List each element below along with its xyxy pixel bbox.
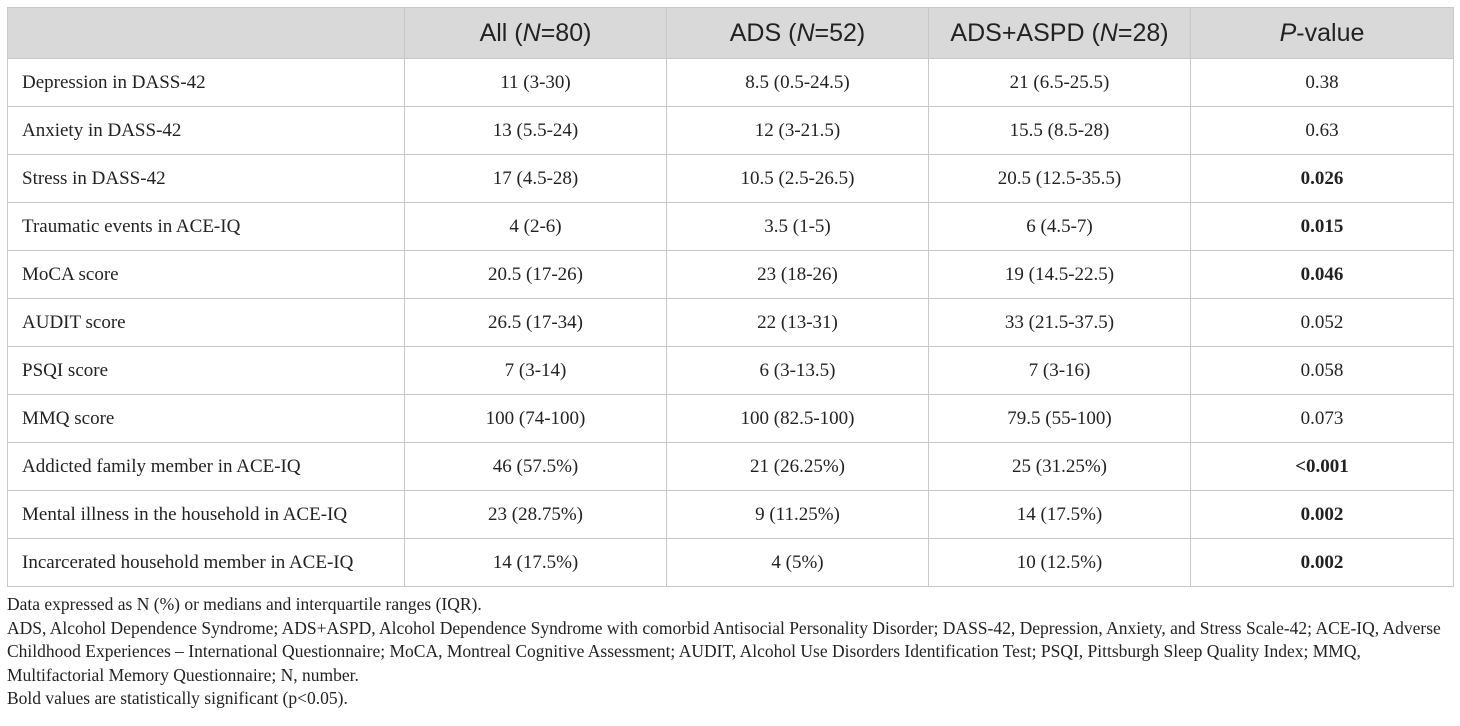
header-ads-aspd-prefix: ADS+ASPD (	[950, 18, 1100, 47]
cell-ads: 9 (11.25%)	[667, 491, 929, 539]
header-ads-aspd-var: N	[1099, 18, 1118, 47]
row-label: Mental illness in the household in ACE-IQ	[8, 491, 405, 539]
cell-all: 23 (28.75%)	[405, 491, 667, 539]
cell-all: 14 (17.5%)	[405, 539, 667, 587]
cell-ads-aspd: 33 (21.5-37.5)	[929, 299, 1191, 347]
footnote-abbreviations: ADS, Alcohol Dependence Syndrome; ADS+ASPD, Alcohol Dependence Syndrome with comorbid Antisocial Personality Disorder; DASS-42, Depression, Anxiety, and Stress Scale-42; ACE-IQ, Adverse Childhood Experiences – International Questionnaire; MoCA, Montreal Cognitive Assessment; AUDIT, Alcohol Use Disorders Identification Test; PSQI, Pittsburgh Sleep Quality Index; MMQ, Multifactorial Memory Questionnaire; N, number.	[7, 617, 1441, 685]
header-p-suffix: -value	[1296, 18, 1365, 47]
table-figure	[7, 7, 1453, 711]
cell-ads: 10.5 (2.5-26.5)	[667, 155, 929, 203]
row-label: Depression in DASS-42	[8, 59, 405, 107]
cell-p-value: 0.058	[1191, 347, 1454, 395]
cell-ads-aspd: 6 (4.5-7)	[929, 203, 1191, 251]
cell-ads: 12 (3-21.5)	[667, 107, 929, 155]
cell-ads: 21 (26.25%)	[667, 443, 929, 491]
cell-all: 46 (57.5%)	[405, 443, 667, 491]
cell-ads-aspd: 25 (31.25%)	[929, 443, 1191, 491]
cell-ads-aspd: 10 (12.5%)	[929, 539, 1191, 587]
cell-ads-aspd: 15.5 (8.5-28)	[929, 107, 1191, 155]
row-label: PSQI score	[8, 347, 405, 395]
table-row	[8, 395, 1454, 443]
cell-all: 4 (2-6)	[405, 203, 667, 251]
header-all	[405, 8, 667, 59]
header-ads-aspd-suffix: =28)	[1117, 18, 1169, 47]
row-label: MoCA score	[8, 251, 405, 299]
header-ads-var: N	[796, 18, 815, 47]
cell-all: 7 (3-14)	[405, 347, 667, 395]
cell-ads: 100 (82.5-100)	[667, 395, 929, 443]
row-label: Incarcerated household member in ACE-IQ	[8, 539, 405, 587]
header-empty-cell	[8, 8, 405, 59]
cell-p-value: 0.046	[1191, 251, 1454, 299]
header-ads	[667, 8, 929, 59]
cell-p-value: <0.001	[1191, 443, 1454, 491]
cell-p-value: 0.38	[1191, 59, 1454, 107]
table-row	[8, 203, 1454, 251]
table-row	[8, 443, 1454, 491]
cell-all: 20.5 (17-26)	[405, 251, 667, 299]
header-ads-prefix: ADS (	[729, 18, 797, 47]
table-row	[8, 251, 1454, 299]
cell-ads: 22 (13-31)	[667, 299, 929, 347]
cell-ads-aspd: 19 (14.5-22.5)	[929, 251, 1191, 299]
row-label: Addicted family member in ACE-IQ	[8, 443, 405, 491]
cell-ads-aspd: 20.5 (12.5-35.5)	[929, 155, 1191, 203]
table-footnotes	[7, 593, 1453, 711]
footnote-data-format: Data expressed as N (%) or medians and interquartile ranges (IQR).	[7, 594, 482, 614]
cell-p-value: 0.052	[1191, 299, 1454, 347]
table-row	[8, 347, 1454, 395]
row-label: AUDIT score	[8, 299, 405, 347]
header-ads-aspd	[929, 8, 1191, 59]
cell-all: 13 (5.5-24)	[405, 107, 667, 155]
row-label: Traumatic events in ACE-IQ	[8, 203, 405, 251]
cell-ads: 4 (5%)	[667, 539, 929, 587]
table-row	[8, 299, 1454, 347]
row-label: Stress in DASS-42	[8, 155, 405, 203]
cell-p-value: 0.002	[1191, 539, 1454, 587]
row-label: Anxiety in DASS-42	[8, 107, 405, 155]
table-row	[8, 155, 1454, 203]
cell-ads: 23 (18-26)	[667, 251, 929, 299]
cell-p-value: 0.073	[1191, 395, 1454, 443]
header-all-var: N	[522, 18, 541, 47]
cell-p-value: 0.002	[1191, 491, 1454, 539]
cell-ads-aspd: 79.5 (55-100)	[929, 395, 1191, 443]
table-row	[8, 59, 1454, 107]
cell-ads: 6 (3-13.5)	[667, 347, 929, 395]
header-p-var: P	[1279, 18, 1297, 47]
header-all-prefix: All (	[479, 18, 523, 47]
table-row	[8, 107, 1454, 155]
cell-ads-aspd: 21 (6.5-25.5)	[929, 59, 1191, 107]
cell-ads: 8.5 (0.5-24.5)	[667, 59, 929, 107]
cell-p-value: 0.026	[1191, 155, 1454, 203]
cell-ads-aspd: 14 (17.5%)	[929, 491, 1191, 539]
cell-p-value: 0.015	[1191, 203, 1454, 251]
cell-ads: 3.5 (1-5)	[667, 203, 929, 251]
cell-p-value: 0.63	[1191, 107, 1454, 155]
results-table	[7, 7, 1454, 587]
cell-all: 26.5 (17-34)	[405, 299, 667, 347]
table-row	[8, 491, 1454, 539]
header-p-value	[1191, 8, 1454, 59]
cell-all: 100 (74-100)	[405, 395, 667, 443]
table-row	[8, 539, 1454, 587]
table-body	[8, 59, 1454, 587]
cell-ads-aspd: 7 (3-16)	[929, 347, 1191, 395]
cell-all: 11 (3-30)	[405, 59, 667, 107]
header-ads-suffix: =52)	[814, 18, 866, 47]
header-row	[8, 8, 1454, 59]
row-label: MMQ score	[8, 395, 405, 443]
table-header	[8, 8, 1454, 59]
header-all-suffix: =80)	[540, 18, 592, 47]
cell-all: 17 (4.5-28)	[405, 155, 667, 203]
footnote-significance: Bold values are statistically significant (p<0.05).	[7, 688, 348, 709]
